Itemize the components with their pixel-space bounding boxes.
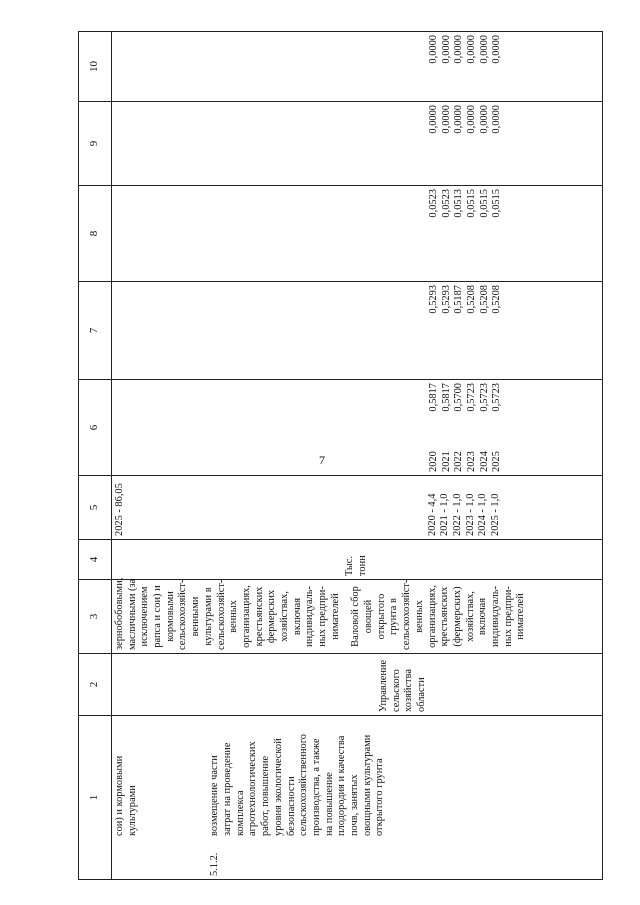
text-line: грунта в <box>388 598 400 635</box>
text-line: организациях, <box>240 585 252 648</box>
text-line: хозяйства <box>403 669 415 712</box>
header-cell: 9 <box>79 102 112 186</box>
text-line: 0,0000 <box>466 105 478 134</box>
page-number: 7 <box>319 453 325 467</box>
text-line: венными <box>190 596 202 637</box>
text-line: сельского <box>390 669 402 712</box>
text-line: области <box>416 677 428 712</box>
text-line: 0,0000 <box>453 35 465 64</box>
text-line: комплекса <box>234 790 246 836</box>
text-line: сельскохозяйст- <box>401 579 413 650</box>
text-line: культурами <box>126 785 138 836</box>
text-line: 0,0000 <box>453 105 465 134</box>
text-line: тонн <box>356 555 368 576</box>
row-col8 <box>428 189 504 278</box>
text-line: затрат на проведение <box>222 742 234 836</box>
text-line: фермерских <box>266 589 278 644</box>
text-line: Управление <box>378 659 389 712</box>
col6-cell <box>112 380 595 476</box>
text-line: ных предпри- <box>317 586 328 647</box>
text-line: 0,5817 <box>428 383 439 412</box>
text-line: открытого грунта <box>374 758 386 836</box>
text-line: ных предпри- <box>502 586 514 647</box>
table-bottom-row <box>594 32 603 880</box>
header-row <box>79 32 112 880</box>
text-line: зернобобовыми, <box>114 577 125 650</box>
text-line: 2020 <box>428 451 439 472</box>
row-col9 <box>428 105 504 182</box>
text-line: сельскохозяйст- <box>177 579 189 650</box>
text-line: 0,0000 <box>491 105 503 134</box>
col9-cell <box>112 102 595 186</box>
text-line: 0,0513 <box>453 189 465 218</box>
header-cell: 5 <box>79 476 112 540</box>
text-line: овощей <box>363 599 375 634</box>
text-line: венных <box>228 600 240 633</box>
text-line: 0,0515 <box>478 189 490 218</box>
prev-col5 <box>114 479 127 536</box>
text-line: хозяйствах, <box>278 591 290 642</box>
header-cell: 3 <box>79 580 112 654</box>
text-line: 0,0000 <box>491 35 503 64</box>
text-line: нимателей <box>329 593 341 640</box>
text-line: 0,5208 <box>491 285 503 314</box>
text-line: 2021 - 1,0 <box>439 493 451 536</box>
text-line: Тыс. <box>344 555 355 576</box>
prev-col1 <box>114 719 139 876</box>
text-line: плодородия и качества <box>336 735 348 836</box>
header-cell: 4 <box>79 540 112 580</box>
program-table <box>78 31 603 880</box>
text-line: 2022 - 1,0 <box>452 493 464 536</box>
text-line: Валовой сбор <box>350 586 362 647</box>
text-line: (фермерских) <box>451 586 463 647</box>
row-col1 <box>209 734 387 836</box>
text-line: 0,5208 <box>466 285 478 314</box>
text-line: 2025 - 86,05 <box>114 483 125 536</box>
text-line: включая <box>291 597 303 636</box>
text-line: крестьянских <box>439 586 451 647</box>
text-line: безопасности <box>285 776 297 836</box>
table-row <box>112 32 595 880</box>
col5-cell <box>112 476 595 540</box>
row-col4 <box>344 543 369 576</box>
text-line: 0,5817 <box>440 383 452 412</box>
header-cell: 2 <box>79 654 112 716</box>
header-cell: 6 <box>79 380 112 476</box>
text-line: 2022 <box>453 451 465 472</box>
text-line: индивидуаль- <box>304 586 316 647</box>
text-line: 0,5208 <box>478 285 490 314</box>
text-line: 2025 - 1,0 <box>490 493 502 536</box>
text-line: 0,5293 <box>428 285 439 314</box>
row-col10 <box>428 35 504 98</box>
text-line: 0,0515 <box>466 189 478 218</box>
text-line: 2023 - 1,0 <box>464 493 476 536</box>
text-line: 0,5293 <box>440 285 452 314</box>
text-line: 0,0523 <box>428 189 439 218</box>
row-number: 5.1.2. <box>209 852 221 876</box>
text-line: сельскохозяйст- <box>215 579 227 650</box>
text-line: 0,5700 <box>453 383 465 412</box>
header-cell: 1 <box>79 716 112 880</box>
text-line: исключением <box>139 586 151 647</box>
text-line: на повышение <box>323 772 335 836</box>
text-line: открытого <box>375 593 387 640</box>
text-line: организациях, <box>426 585 438 648</box>
text-line: 0,5187 <box>453 285 465 314</box>
text-line: 0,0000 <box>478 35 490 64</box>
text-line: нимателей <box>515 593 527 640</box>
col4-cell <box>112 540 595 580</box>
text-line: производства, а также <box>310 738 322 836</box>
text-line: уровня экологической <box>272 738 284 836</box>
text-line: венных <box>413 600 425 633</box>
text-line: почв, занятых <box>348 774 360 836</box>
text-line: 0,5723 <box>491 383 503 412</box>
text-line: культурами в <box>202 587 214 646</box>
text-line: сельскохозяйственного <box>298 734 310 836</box>
col8-cell <box>112 186 595 282</box>
header-cell: 8 <box>79 186 112 282</box>
col2-cell <box>112 654 595 716</box>
text-line: 0,0000 <box>478 105 490 134</box>
text-line: 0,0000 <box>440 105 452 134</box>
text-line: индивидуаль- <box>489 586 501 647</box>
col10-cell <box>112 32 595 102</box>
text-line: агротехнологических <box>247 741 259 836</box>
row-col5 <box>427 479 503 536</box>
col7-cell <box>112 282 595 380</box>
text-line: работ, повышение <box>260 755 272 836</box>
rotated-table-wrapper <box>78 32 602 880</box>
text-line: включая <box>477 597 489 636</box>
text-line: 0,5723 <box>478 383 490 412</box>
text-line: 0,0000 <box>466 35 478 64</box>
text-line: 0,5723 <box>466 383 478 412</box>
text-line: овощными культурами <box>361 734 373 836</box>
text-line: крестьянских <box>253 586 265 647</box>
header-cell: 7 <box>79 282 112 380</box>
text-line: возмещение части <box>209 755 221 836</box>
text-line: сои) и кормовыми <box>114 755 125 836</box>
col1-cell <box>112 716 595 880</box>
row-col7 <box>428 285 504 376</box>
row-col6-values <box>428 383 504 412</box>
row-col6-years <box>428 451 504 472</box>
text-line: кормовыми <box>164 591 176 642</box>
row-col3 <box>350 579 528 650</box>
prev-col3 <box>114 577 342 650</box>
text-line: 2021 <box>440 451 452 472</box>
header-cell: 10 <box>79 32 112 102</box>
text-line: рапса и сои) и <box>152 585 164 648</box>
text-line: 2025 <box>491 451 503 472</box>
text-line: 2020 - 4,4 <box>426 493 438 536</box>
text-line: 0,0000 <box>428 35 439 64</box>
row-col2 <box>378 657 429 712</box>
text-line: 0,0000 <box>440 35 452 64</box>
text-line: 2024 - 1,0 <box>477 493 489 536</box>
text-line: 0,0000 <box>428 105 439 134</box>
text-line: 2024 <box>478 451 490 472</box>
text-line: 2023 <box>466 451 478 472</box>
text-line: 0,0523 <box>440 189 452 218</box>
text-line: масличными (за <box>126 578 138 650</box>
text-line: хозяйствах, <box>464 591 476 642</box>
text-line: 0,0515 <box>491 189 503 218</box>
col3-cell <box>112 577 595 654</box>
